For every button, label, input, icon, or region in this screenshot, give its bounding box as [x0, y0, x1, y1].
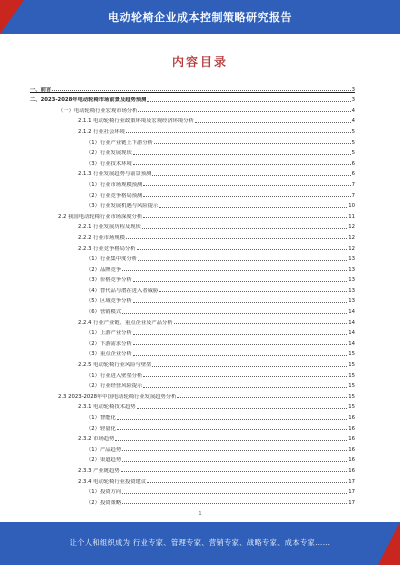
toc-entry[interactable]	[30, 368, 355, 379]
toc-leader-dots	[133, 164, 351, 165]
toc-leader-dots	[117, 419, 347, 420]
toc-leader-dots	[195, 122, 351, 123]
toc-leader-dots	[154, 143, 351, 144]
toc-entry-page: 16	[348, 446, 355, 453]
toc-entry-label: 2.2.4 行业产业链、重点企业及产品分析	[78, 319, 173, 326]
toc-entry-page: 13	[348, 287, 355, 294]
toc-entry-page: 16	[348, 436, 355, 443]
toc-entry-page: 16	[348, 457, 355, 464]
toc-entry-label: （1）行业进入壁垒分析	[86, 372, 143, 379]
toc-entry-label: （2）渠道趋势	[86, 457, 122, 464]
toc-entry[interactable]	[30, 262, 355, 273]
toc-entry-page: 13	[348, 256, 355, 263]
toc-entry-label: 2.3.1 电动轮椅技术趋势	[78, 404, 136, 411]
toc-leader-dots	[133, 334, 348, 335]
toc-entry[interactable]	[30, 294, 355, 305]
toc-entry-label: 2.3.3 产业链趋势	[78, 467, 120, 474]
toc-leader-dots	[126, 238, 347, 239]
toc-entry-label: 一、前言	[30, 86, 52, 93]
toc-entry-page: 17	[348, 478, 355, 485]
toc-leader-dots	[133, 355, 348, 356]
toc-entry-label: （6）营销模式	[86, 309, 122, 316]
toc-entry-label: （1）智能化	[86, 415, 116, 421]
toc-leader-dots	[174, 323, 348, 324]
toc-entry-label: （1）产品趋势	[86, 446, 122, 453]
toc-entry-page: 17	[348, 489, 355, 496]
toc-entry[interactable]	[30, 156, 355, 167]
toc-entry-label: （4）替代品与潜在进入者威胁	[86, 287, 159, 294]
toc-entry-label: 2.2.2 行业市场规模	[78, 234, 125, 241]
toc-leader-dots	[159, 291, 347, 292]
toc-leader-dots	[117, 429, 347, 430]
toc-entry[interactable]	[30, 283, 355, 294]
toc-entry-label: （2）行业竞争格局预测	[86, 192, 143, 199]
toc-leader-dots	[52, 90, 350, 91]
toc-entry-page: 12	[348, 224, 355, 231]
toc-entry-page: 15	[348, 383, 355, 390]
toc-entry-label: （2）下游需求分析	[86, 340, 132, 347]
toc-entry[interactable]	[30, 273, 355, 284]
toc-entry-label: 2.1.2 行业社会环境	[78, 128, 125, 135]
toc-entry-page: 6	[351, 171, 355, 178]
toc-entry[interactable]	[30, 103, 355, 114]
table-of-contents	[30, 82, 355, 506]
toc-entry[interactable]	[30, 463, 355, 474]
toc-entry-page: 7	[351, 192, 355, 199]
toc-entry-page: 14	[348, 330, 355, 337]
toc-leader-dots	[152, 366, 347, 367]
toc-entry-page: 14	[348, 340, 355, 347]
toc-entry[interactable]	[30, 146, 355, 157]
page-number: 1	[198, 511, 202, 517]
toc-leader-dots	[177, 397, 347, 398]
toc-entry-page: 16	[348, 425, 355, 432]
toc-entry-label: 2.2.5 电动轮椅行业风险与壁垒	[78, 362, 152, 369]
toc-heading: 内容目录	[171, 55, 228, 69]
toc-leader-dots	[159, 207, 347, 208]
toc-entry-label: （1）行业市场规模预测	[86, 181, 143, 188]
toc-entry[interactable]	[30, 199, 355, 210]
toc-entry[interactable]	[30, 304, 355, 315]
toc-leader-dots	[122, 461, 347, 462]
toc-entry[interactable]	[30, 315, 355, 326]
toc-entry-label: （5）区域竞争分析	[86, 298, 132, 305]
toc-entry[interactable]	[30, 495, 355, 506]
toc-entry[interactable]	[30, 400, 355, 411]
toc-entry[interactable]	[30, 82, 355, 93]
toc-entry-label: 二、2023-2028年电动轮椅市场前景及趋势预测	[30, 97, 147, 104]
toc-entry-label: 2.2.3 行业竞争格局分析	[78, 245, 136, 252]
toc-entry-page: 10	[348, 203, 355, 210]
toc-entry-page: 6	[351, 160, 355, 167]
toc-entry-page: 4	[351, 107, 355, 114]
toc-entry-page: 13	[348, 298, 355, 305]
toc-entry[interactable]	[30, 230, 355, 241]
toc-entry[interactable]	[30, 93, 355, 104]
toc-leader-dots	[126, 132, 351, 133]
toc-leader-dots	[122, 270, 347, 271]
toc-entry[interactable]	[30, 432, 355, 443]
toc-entry[interactable]	[30, 241, 355, 252]
toc-entry-label: （2）品牌竞争	[86, 266, 122, 273]
toc-leader-dots	[152, 175, 350, 176]
toc-entry-label: （3）行业技术环境	[86, 160, 132, 167]
toc-entry[interactable]	[30, 442, 355, 453]
toc-leader-dots	[122, 313, 347, 314]
toc-leader-dots	[143, 185, 350, 186]
toc-entry[interactable]	[30, 209, 355, 220]
toc-entry-page: 16	[348, 415, 355, 421]
toc-entry-page: 3	[351, 97, 355, 104]
toc-entry-label: （一）电动轮椅行业宏观市场分析	[58, 107, 138, 114]
toc-entry[interactable]	[30, 252, 355, 263]
toc-entry-label: （1）上游产业分析	[86, 330, 132, 337]
report-title: 电动轮椅企业成本控制策略研究报告	[108, 11, 292, 24]
toc-entry[interactable]	[30, 124, 355, 135]
toc-leader-dots	[142, 228, 347, 229]
toc-entry-page: 15	[348, 404, 355, 411]
toc-leader-dots	[133, 154, 351, 155]
toc-entry-label: （1）投资方向	[86, 489, 122, 496]
toc-entry[interactable]	[30, 220, 355, 231]
toc-entry-label: 2.2 我国电动轮椅行业市场深度分析	[58, 213, 143, 220]
toc-leader-dots	[137, 408, 348, 409]
toc-leader-dots	[133, 302, 348, 303]
toc-leader-dots	[133, 281, 348, 282]
toc-entry[interactable]	[30, 453, 355, 464]
toc-entry[interactable]	[30, 177, 355, 188]
toc-entry-label: （3）价格竞争分析	[86, 277, 132, 284]
toc-entry-label: （1）行业集中度分析	[86, 256, 138, 263]
toc-leader-dots	[138, 111, 350, 112]
toc-entry[interactable]	[30, 347, 355, 358]
toc-leader-dots	[115, 440, 347, 441]
toc-leader-dots	[133, 344, 348, 345]
toc-entry[interactable]	[30, 421, 355, 432]
toc-entry-label: 2.1.3 行业发展趋势与前景预测	[78, 171, 152, 178]
toc-leader-dots	[147, 482, 347, 483]
toc-entry-label: （2）轻量化	[86, 425, 116, 432]
toc-entry[interactable]	[30, 326, 355, 337]
toc-entry[interactable]	[30, 474, 355, 485]
toc-leader-dots	[137, 249, 348, 250]
toc-entry[interactable]	[30, 336, 355, 347]
toc-entry-label: （2）行业经营风险提示	[86, 383, 143, 390]
toc-entry-label: （2）投资策略	[86, 499, 122, 506]
toc-leader-dots	[143, 217, 347, 218]
toc-entry-label: 2.2.1 行业发展历程及现状	[78, 224, 141, 231]
toc-entry-page: 4	[351, 118, 355, 125]
toc-entry[interactable]	[30, 135, 355, 146]
toc-entry[interactable]	[30, 114, 355, 125]
toc-leader-dots	[138, 260, 347, 261]
toc-leader-dots	[143, 376, 347, 377]
footer-slogan: 让个人和组织成为 行业专家、管理专家、营销专家、战略专家、成本专家……	[69, 538, 331, 547]
toc-entry-page: 15	[348, 351, 355, 358]
toc-leader-dots	[122, 493, 347, 494]
toc-leader-dots	[121, 471, 348, 472]
toc-entry-page: 15	[348, 393, 355, 400]
toc-entry-page: 7	[351, 181, 355, 188]
toc-entry-page: 15	[348, 372, 355, 379]
toc-entry-label: 2.1.1 电动轮椅行业政策环境及宏观经济环境分析	[78, 118, 194, 125]
toc-leader-dots	[122, 503, 347, 504]
toc-entry[interactable]	[30, 167, 355, 178]
toc-entry[interactable]	[30, 410, 355, 421]
toc-entry-label: 2.3 2023-2028年中国电动轮椅行业发展趋势分析	[58, 393, 177, 400]
toc-entry[interactable]	[30, 485, 355, 496]
toc-entry[interactable]	[30, 357, 355, 368]
toc-entry[interactable]	[30, 188, 355, 199]
toc-entry-page: 12	[348, 234, 355, 241]
toc-entry-label: （2）行业发展现状	[86, 150, 132, 157]
toc-entry-page: 15	[348, 362, 355, 369]
toc-entry[interactable]	[30, 389, 355, 400]
toc-entry-page: 13	[348, 277, 355, 284]
toc-entry-page: 5	[351, 128, 355, 135]
toc-leader-dots	[122, 450, 347, 451]
toc-entry-page: 5	[351, 139, 355, 146]
toc-entry[interactable]	[30, 379, 355, 390]
toc-entry-label: （1）行业产业链上下游分析	[86, 139, 153, 146]
toc-entry-label: 2.3.4 电动轮椅行业投资建议	[78, 478, 147, 485]
toc-entry-page: 16	[348, 467, 355, 474]
toc-entry-page: 14	[348, 319, 355, 326]
toc-entry-page: 12	[348, 245, 355, 252]
toc-entry-page: 13	[348, 266, 355, 273]
toc-leader-dots	[143, 196, 350, 197]
toc-entry-label: （3）行业发展机遇与风险提示	[86, 203, 159, 210]
toc-entry-label: （3）重点企业分析	[86, 351, 132, 358]
toc-entry-page: 14	[348, 309, 355, 316]
toc-entry-page: 11	[348, 213, 355, 220]
toc-leader-dots	[143, 387, 347, 388]
toc-leader-dots	[147, 101, 350, 102]
toc-entry-label: 2.3.2 市场趋势	[78, 436, 115, 443]
toc-entry-page: 17	[348, 499, 355, 506]
toc-entry-page: 3	[351, 86, 355, 93]
toc-entry-page: 5	[351, 150, 355, 157]
